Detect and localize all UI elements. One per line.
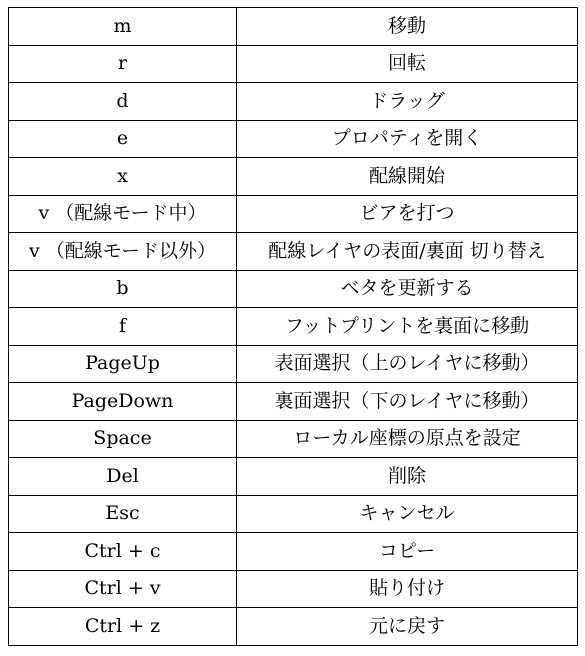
key-cell: Space [9, 420, 237, 458]
action-cell: 元に戻す [237, 608, 578, 646]
table-row [9, 45, 578, 83]
table-row [9, 420, 578, 458]
table-row [9, 120, 578, 158]
key-cell: Del [9, 458, 237, 496]
shortcut-table [8, 7, 578, 646]
action-cell: コピー [237, 533, 578, 571]
action-cell: 表面選択（上のレイヤに移動） [237, 345, 578, 383]
table-row [9, 233, 578, 271]
table-row [9, 458, 578, 496]
action-cell: 削除 [237, 458, 578, 496]
table-row [9, 570, 578, 608]
key-cell: x [9, 158, 237, 196]
table-row [9, 158, 578, 196]
action-cell: ローカル座標の原点を設定 [237, 420, 578, 458]
key-cell: d [9, 83, 237, 121]
action-cell: ビアを打つ [237, 195, 578, 233]
key-cell: f [9, 308, 237, 346]
table-row [9, 270, 578, 308]
key-cell: r [9, 45, 237, 83]
shortcut-table-body [9, 8, 578, 646]
key-cell: PageUp [9, 345, 237, 383]
action-cell: 裏面選択（下のレイヤに移動） [237, 383, 578, 421]
table-row [9, 383, 578, 421]
action-cell: 貼り付け [237, 570, 578, 608]
table-row [9, 533, 578, 571]
action-cell: 移動 [237, 8, 578, 46]
table-row [9, 345, 578, 383]
action-cell: ベタを更新する [237, 270, 578, 308]
key-cell: v （配線モード以外） [9, 233, 237, 271]
action-cell: フットプリントを裏面に移動 [237, 308, 578, 346]
table-row [9, 495, 578, 533]
key-cell: e [9, 120, 237, 158]
table-row [9, 195, 578, 233]
action-cell: キャンセル [237, 495, 578, 533]
action-cell: プロパティを開く [237, 120, 578, 158]
table-row [9, 608, 578, 646]
action-cell: ドラッグ [237, 83, 578, 121]
action-cell: 配線レイヤの表面/裏面 切り替え [237, 233, 578, 271]
table-row [9, 308, 578, 346]
action-cell: 回転 [237, 45, 578, 83]
table-row [9, 8, 578, 46]
key-cell: Ctrl + c [9, 533, 237, 571]
key-cell: Ctrl + z [9, 608, 237, 646]
table-row [9, 83, 578, 121]
key-cell: Ctrl + v [9, 570, 237, 608]
action-cell: 配線開始 [237, 158, 578, 196]
key-cell: PageDown [9, 383, 237, 421]
key-cell: Esc [9, 495, 237, 533]
key-cell: b [9, 270, 237, 308]
key-cell: v （配線モード中） [9, 195, 237, 233]
key-cell: m [9, 8, 237, 46]
